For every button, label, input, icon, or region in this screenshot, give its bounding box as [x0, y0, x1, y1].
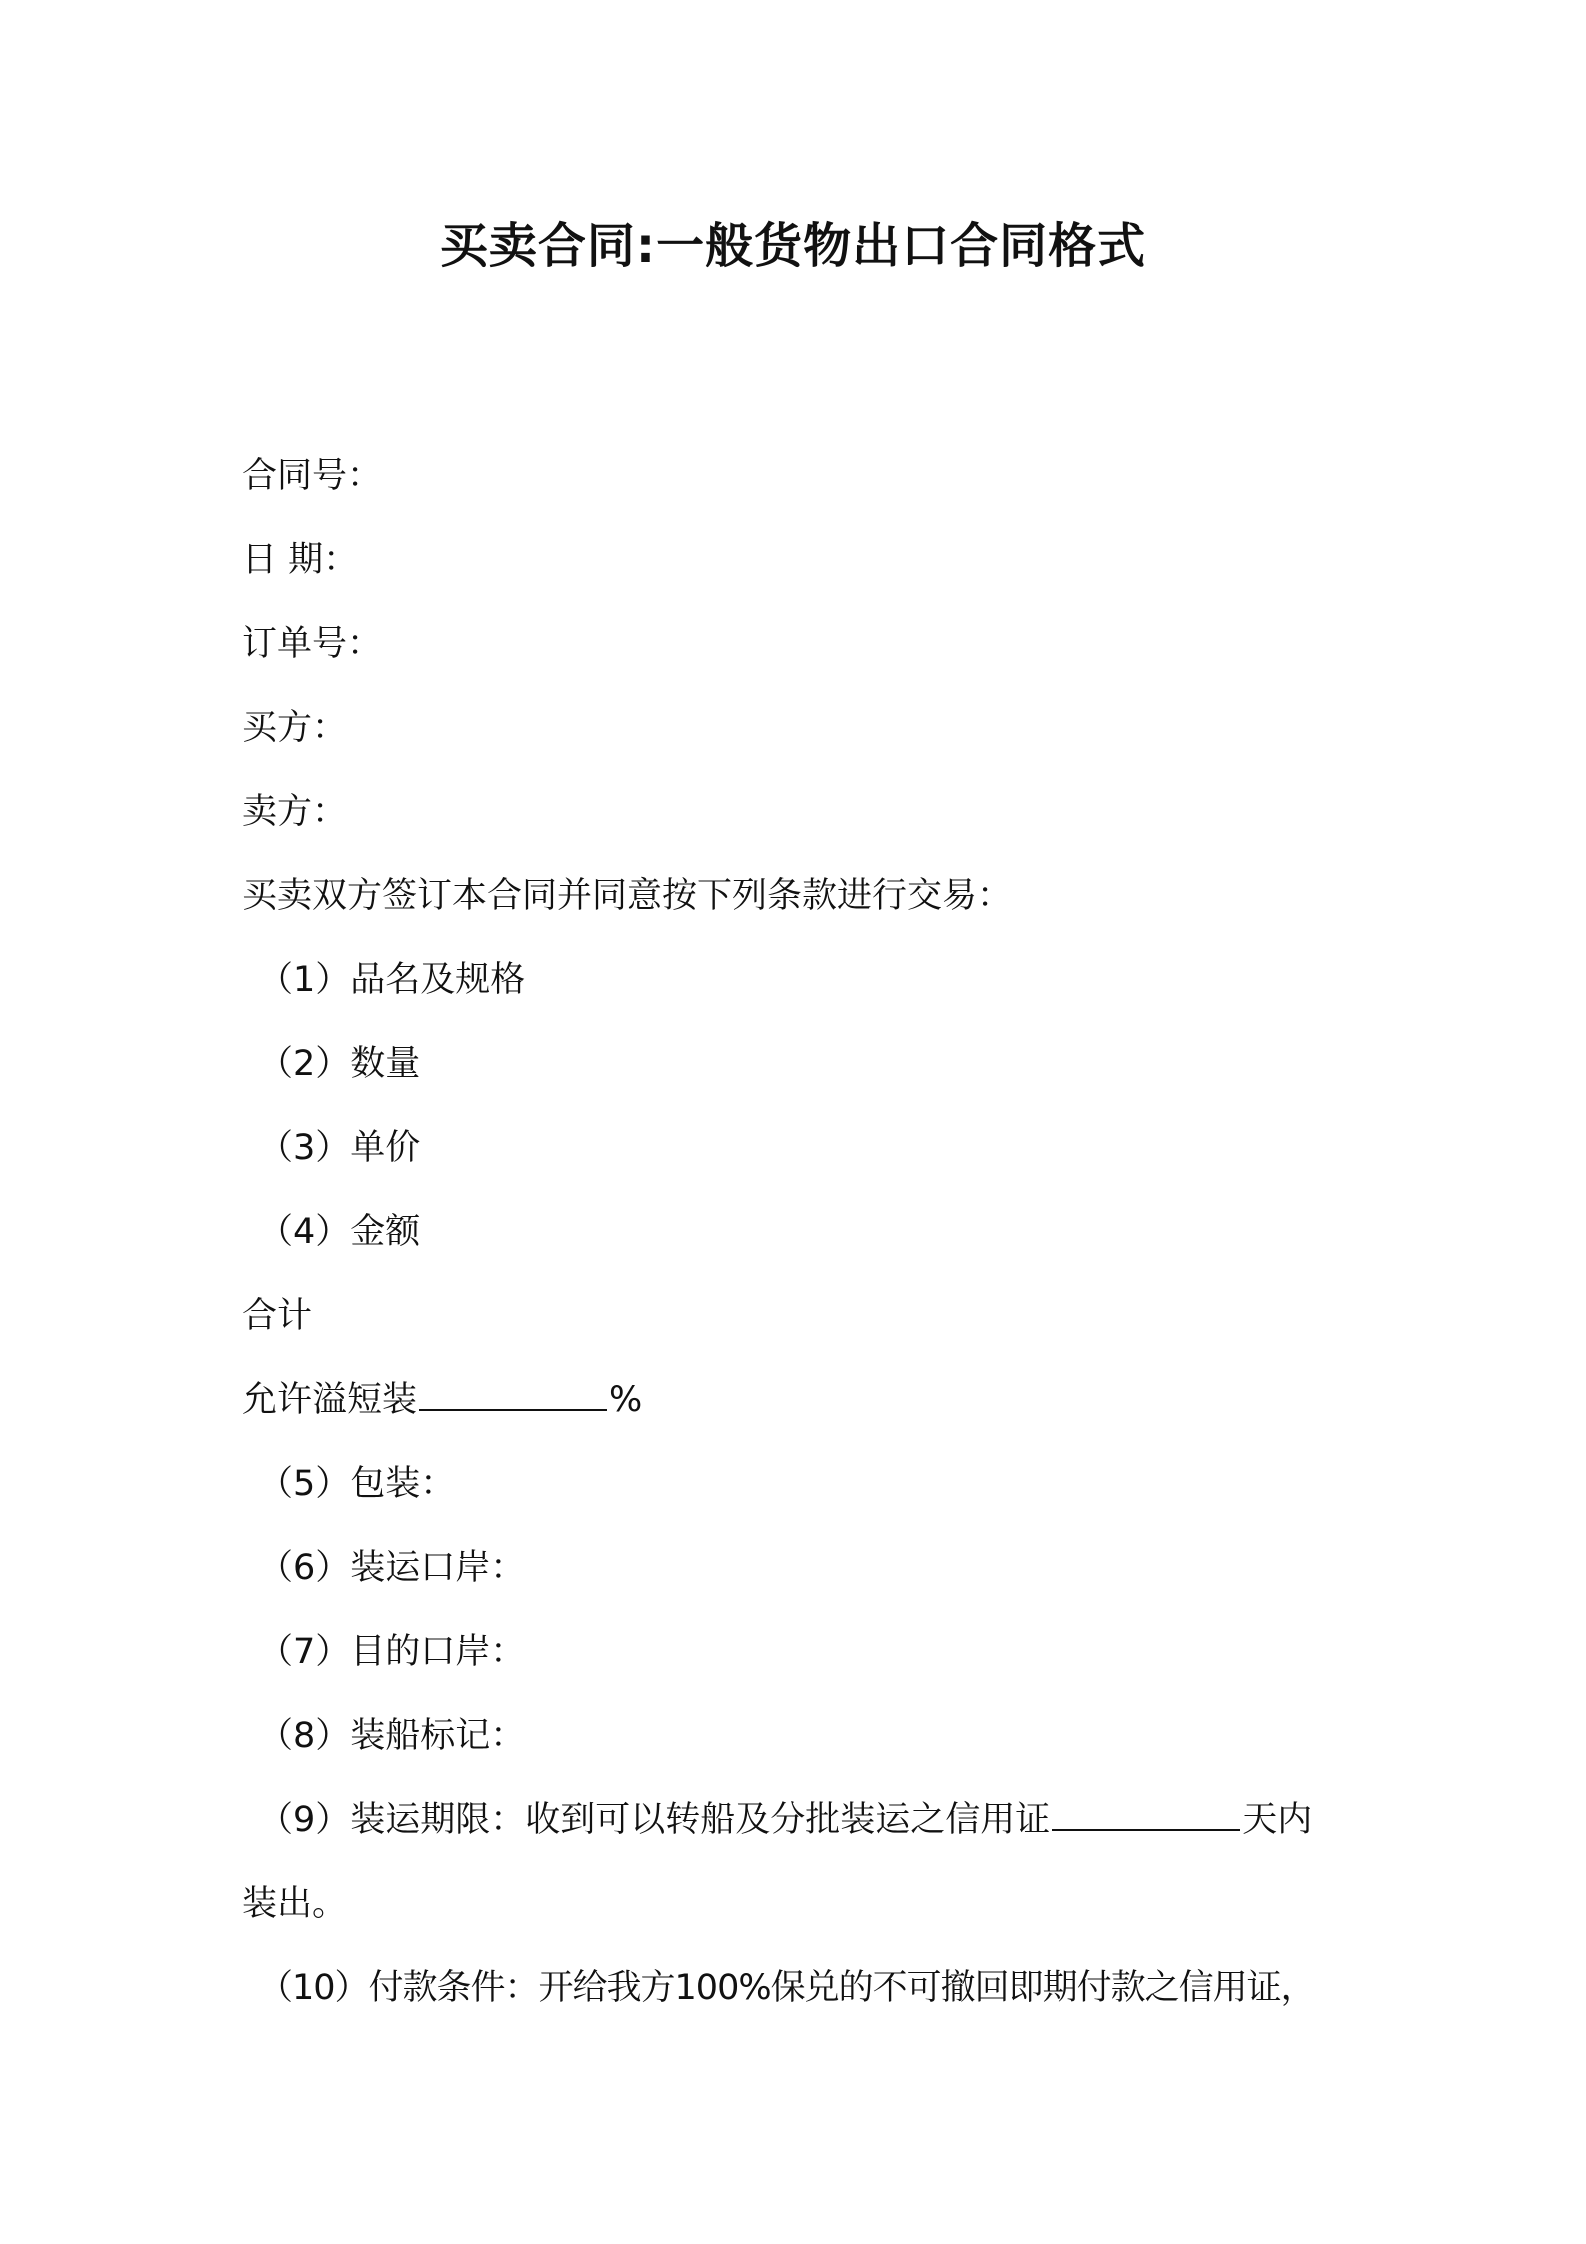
- buyer-field: 买方：: [242, 708, 348, 748]
- item-loading-port: （6）装运口岸：: [258, 1548, 526, 1588]
- item-quantity: （2）数量: [258, 1044, 421, 1084]
- date-field: 日 期：: [242, 540, 359, 580]
- tolerance-blank: [419, 1379, 607, 1411]
- tolerance-suffix: %: [609, 1380, 643, 1420]
- item-product-spec: （1）品名及规格: [258, 960, 526, 1000]
- shipment-period-blank: [1052, 1799, 1240, 1831]
- total-label: 合计: [242, 1296, 313, 1336]
- intro-paragraph: 买卖双方签订本合同并同意按下列条款进行交易：: [242, 876, 1013, 916]
- item-unit-price: （3）单价: [258, 1128, 421, 1168]
- document-title: 买卖合同:一般货物出口合同格式: [439, 218, 1147, 274]
- shipment-period-suffix: 天内: [1242, 1800, 1313, 1840]
- tolerance-prefix: 允许溢短装: [242, 1380, 418, 1420]
- item-shipping-marks: （8）装船标记：: [258, 1716, 526, 1756]
- item-amount: （4）金额: [258, 1212, 421, 1252]
- order-number-field: 订单号：: [242, 624, 383, 664]
- seller-field: 卖方：: [242, 792, 348, 832]
- shipment-period-continuation: 装出。: [242, 1884, 348, 1924]
- contract-number-field: 合同号：: [242, 456, 383, 496]
- item-destination-port: （7）目的口岸：: [258, 1632, 526, 1672]
- item-shipment-period: [258, 1796, 1312, 1844]
- item-packing: （5）包装：: [258, 1464, 456, 1504]
- shipment-period-prefix: （9）装运期限：收到可以转船及分批装运之信用证: [258, 1800, 1051, 1840]
- tolerance-line: [242, 1376, 642, 1424]
- item-payment-terms: （10）付款条件：开给我方100%保兑的不可撤回即期付款之信用证，: [258, 1968, 1315, 2008]
